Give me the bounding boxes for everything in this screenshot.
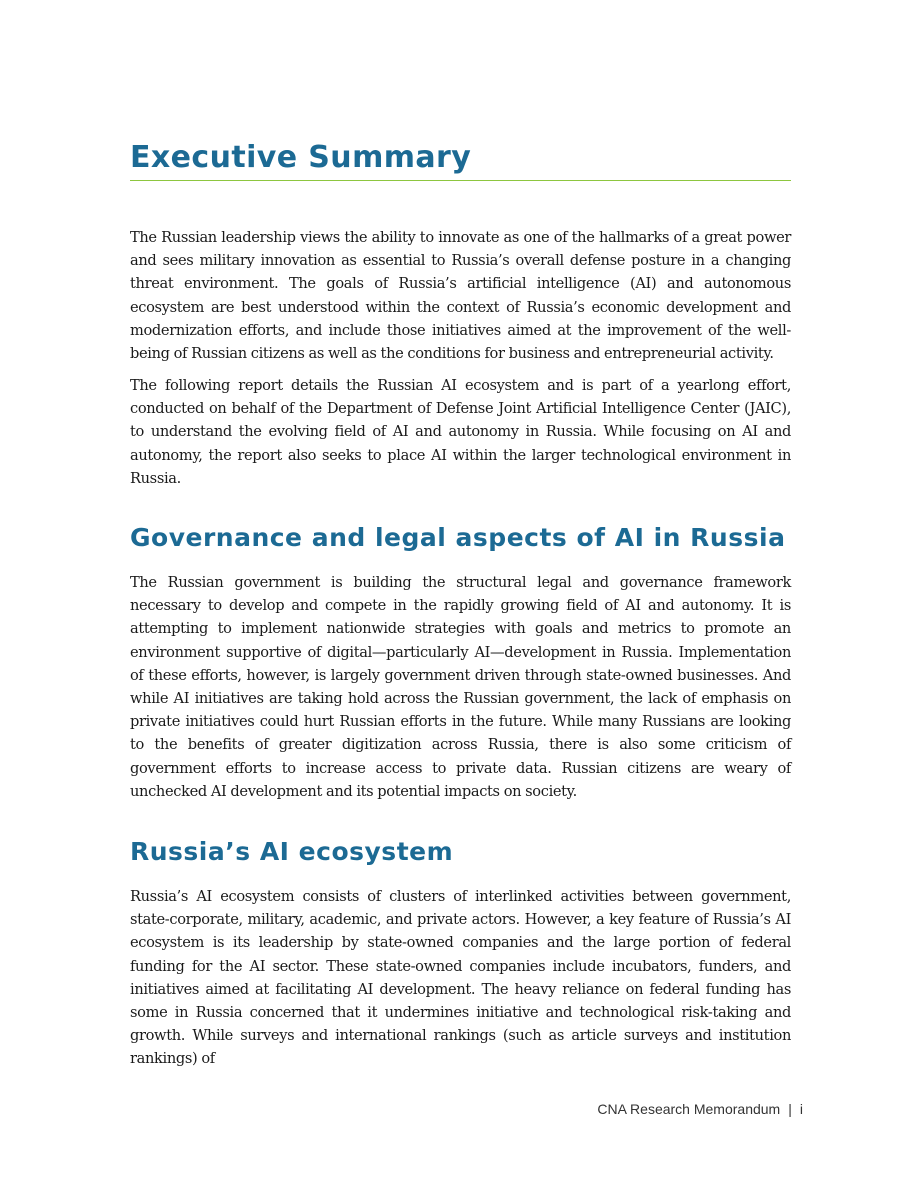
section-heading-governance: Governance and legal aspects of AI in Russia <box>130 523 786 552</box>
ecosystem-paragraph: Russia’s AI ecosystem consists of clusters of interlinked activities between government, state-corporate, military, academic, and private actors. However, a key feature of Russia’s AI ecosystem is its leadership by state-owned companies and the large portion of federal funding for the AI sector. These state-owned companies include incubators, funders, and initiatives aimed at facilitating AI development. The heavy reliance on federal funding has some in Russia concerned that it undermines initiative and technological risk-taking and growth. While surveys and international rankings (such as article surveys and institution rankings) of <box>130 888 791 1068</box>
summary-paragraph-1: The Russian leadership views the ability to innovate as one of the hallmarks of a great power and sees military innovation as essential to Russia’s overall defense posture in a changing threat environment. The goals of Russia’s artificial intelligence (AI) and autonomous ecosystem are best understood within the context of Russia’s economic development and modernization efforts, and include those initiatives aimed at the improvement of the well-being of Russian citizens as well as the conditions for business and entrepreneurial activity. <box>130 229 791 363</box>
footer-separator: | <box>788 1101 792 1117</box>
page-title: Executive Summary <box>130 140 791 181</box>
summary-paragraph-2: The following report details the Russian AI ecosystem and is part of a yearlong effort, conducted on behalf of the Department of Defense Joint Artificial Intelligence Center (JAIC), to understand the evolving field of AI and autonomy in Russia. While focusing on AI and autonomy, the report also seeks to place AI within the larger technological environment in Russia. <box>130 377 791 487</box>
footer-publication: CNA Research Memorandum <box>597 1101 781 1117</box>
section-heading-ecosystem: Russia’s AI ecosystem <box>130 837 454 866</box>
governance-paragraph: The Russian government is building the structural legal and governance framework necessary to develop and compete in the rapidly growing field of AI and autonomy. It is attempting to implement nationwide strategies with goals and metrics to promote an environment supportive of digital—particularly AI—development in Russia. Implementation of these efforts, however, is largely government driven through state-owned businesses. And while AI initiatives are taking hold across the Russian government, the lack of emphasis on private initiatives could hurt Russian efforts in the future. While many Russians are looking to the benefits of greater digitization across Russia, there is also some criticism of government efforts to increase access to private data. Russian citizens are weary of unchecked AI development and its potential impacts on society. <box>130 574 791 800</box>
page-footer <box>597 1099 803 1119</box>
footer-page-number: i <box>799 1101 803 1117</box>
